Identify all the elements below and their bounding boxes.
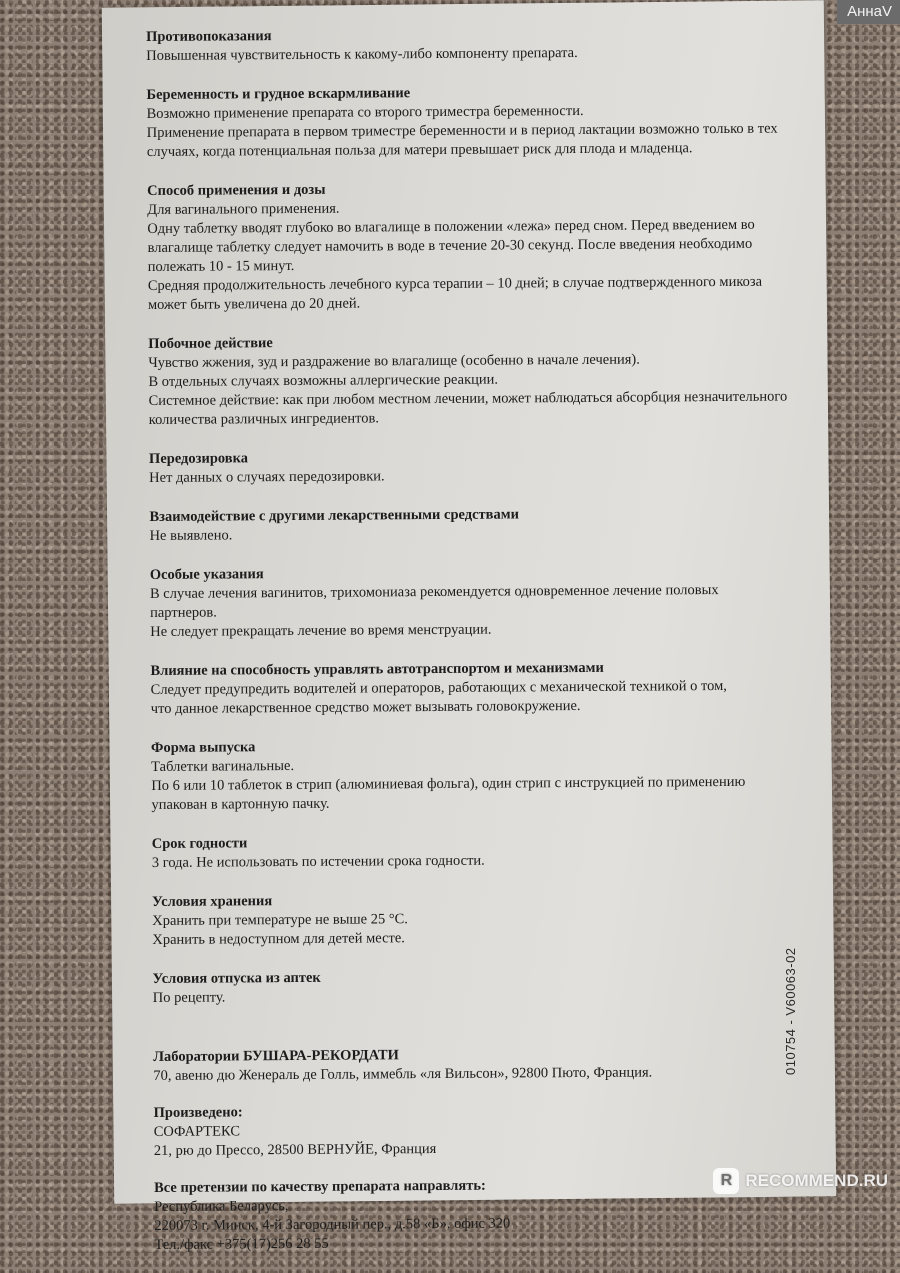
text-line: Следует предупредить водителей и операторов, работающих с механической техникой о том, <box>150 677 727 698</box>
section-heading: Противопоказания <box>146 28 272 45</box>
section-heading: Условия отпуска из аптек <box>152 969 321 987</box>
section-form <box>151 734 812 815</box>
section-overdose <box>149 445 809 488</box>
text-line: Хранить в недоступном для детей месте. <box>152 930 405 948</box>
text-line: Таблетки вагинальные. <box>151 757 295 775</box>
text-line: В случае лечения вагинитов, трихомониаза рекомендуется одновременное лечение половых <box>149 582 719 602</box>
text-line: случаях, когда потенциальная польза для матери превышает риск для плода и младенца. <box>146 140 693 160</box>
section-heading: Взаимодействие с другими лекарственными средствами <box>149 506 520 525</box>
text-line: Возможно применение препарата со второго триместра беременности. <box>146 102 584 122</box>
company-info <box>153 1043 814 1255</box>
text-line: упакован в картонную пачку. <box>151 795 330 813</box>
text-line: Применение препарата в первом триместре беременности и в период лактации возможно только в тех <box>146 120 778 141</box>
text-line: Чувство жжения, зуд и раздражение во влагалище (особенно в начале лечения). <box>148 351 640 371</box>
text-line: По рецепту. <box>152 989 226 1006</box>
text-line: 3 года. Не использовать по истечении срока годности. <box>151 852 485 871</box>
address-line: 21, рю до Прессо, 28500 ВЕРНУЙЕ, Франция <box>153 1141 437 1159</box>
section-interactions <box>149 503 809 546</box>
section-heading: Условия хранения <box>152 893 273 910</box>
section-manufacturer <box>154 1099 814 1161</box>
address-line: Республика Беларусь, <box>154 1198 289 1215</box>
text-line: Одну таблетку вводят глубоко во влагалище в положении «лежа» перед сном. Перед введением во <box>147 216 755 237</box>
text-line: влагалище таблетку следует намочить в воде в течение 20-30 секунд. После введения необходимо <box>147 235 753 256</box>
watermark <box>713 1168 888 1194</box>
text-line: Повышенная чувствительность к какому-либо компоненту препарата. <box>146 44 578 64</box>
section-heading: Влияние на способность управлять автотранспортом и механизмами <box>150 659 604 679</box>
text-line: партнеров. <box>150 604 217 621</box>
section-dispensing <box>153 965 813 1008</box>
address-line: 220073 г. Минск, 4-й Загородный пер., д.58 «Б», офис 320 <box>154 1215 511 1234</box>
text-line: количества различных ингредиентов. <box>148 410 379 428</box>
section-special-notes <box>150 561 811 642</box>
address-line: Тел./факс +375(17)256 28 55 <box>154 1235 329 1253</box>
section-shelf-life <box>152 830 812 873</box>
text-line: По 6 или 10 таблеток в стрип (алюминиевая фольга), один стрип с инструкцией по применению <box>151 773 746 794</box>
section-heading: Беременность и грудное вскармливание <box>146 85 411 103</box>
text-line: Для вагинального применения. <box>147 200 340 218</box>
address-line: СОФАРТЕКС <box>153 1123 241 1140</box>
text-line: Хранить при температуре не выше 25 °С. <box>152 911 408 929</box>
text-line: В отдельных случаях возможны аллергические реакции. <box>148 371 499 390</box>
section-driving <box>150 657 810 719</box>
section-storage <box>152 888 812 950</box>
text-line: Системное действие: как при любом местном лечении, может наблюдаться абсорбция незначительного <box>148 388 788 409</box>
text-line: Не выявлено. <box>149 527 233 544</box>
company-heading: Лаборатории БУШАРА-РЕКОРДАТИ <box>153 1047 399 1065</box>
section-lab <box>153 1043 813 1086</box>
watermark-text: RECOMMEND.RU <box>745 1171 888 1190</box>
leaflet-text <box>146 23 815 1273</box>
text-line: Не следует прекращать лечение во время менструации. <box>150 621 492 640</box>
section-heading: Особые указания <box>149 566 264 583</box>
section-heading: Срок годности <box>151 835 248 852</box>
author-tag: АннаV <box>837 0 900 24</box>
section-heading: Побочное действие <box>148 335 273 352</box>
document-code: 010754 - V60063-02 <box>783 947 798 1075</box>
text-line: полежать 10 - 15 минут. <box>147 257 295 275</box>
text-line: что данное лекарственное средство может вызывать головокружение. <box>150 697 581 717</box>
address-line: 70, авеню дю Женераль де Голль, иммебль «ля Вильсон», 92800 Пюто, Франция. <box>153 1064 653 1084</box>
text-line: может быть увеличена до 20 дней. <box>147 295 361 313</box>
section-pregnancy <box>146 81 807 162</box>
section-dosage <box>147 177 808 315</box>
section-heading: Форма выпуска <box>150 739 256 756</box>
section-contraindications <box>146 23 806 66</box>
company-heading: Все претензии по качеству препарата направлять: <box>154 1177 486 1196</box>
section-heading: Способ применения и дозы <box>147 181 326 199</box>
text-line: Нет данных о случаях передозировки. <box>149 468 385 486</box>
section-side-effects <box>148 330 809 430</box>
recommend-logo-icon: R <box>713 1168 739 1194</box>
text-line: Средняя продолжительность лечебного курса терапии – 10 дней; в случае подтвержденного микоза <box>147 273 763 294</box>
section-heading: Передозировка <box>148 450 249 467</box>
company-heading: Произведено: <box>153 1104 243 1121</box>
